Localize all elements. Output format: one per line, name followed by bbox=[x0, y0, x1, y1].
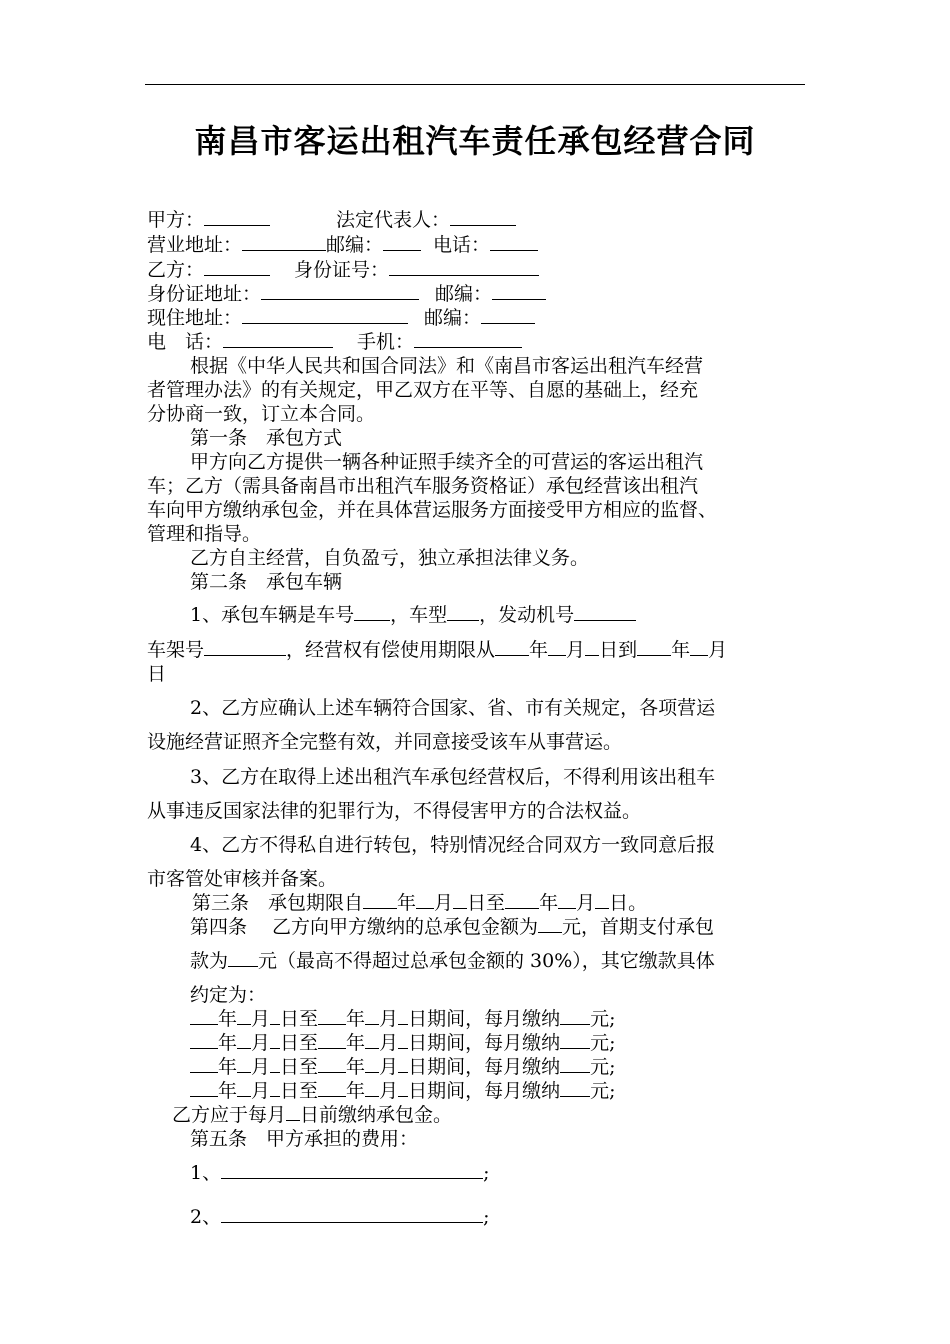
article5-item1: 1、 ; bbox=[190, 1162, 490, 1184]
postcode-blank bbox=[383, 233, 421, 251]
article2-item2: 2、乙方应确认上述车辆符合国家、省、市有关规定，各项营运 bbox=[190, 697, 716, 719]
preamble-line: 根据《中华人民共和国合同法》和《南昌市客运出租汽车经营 bbox=[190, 355, 704, 377]
article4-line1: 第四条 乙方向甲方缴纳的总承包金额为 元，首期支付承包 bbox=[190, 916, 715, 938]
article2-item1: 1、承包车辆是车号 ，车型 ，发动机号 bbox=[190, 603, 636, 627]
preamble-line: 者管理办法》的有关规定，甲乙双方在平等、自愿的基础上，经充 bbox=[147, 379, 699, 401]
article1-line: 管理和指导。 bbox=[147, 523, 262, 545]
payment-period-row: 年 月 日至 年 月 日期间，每月缴纳 元; bbox=[190, 1031, 616, 1055]
legal-rep-blank bbox=[450, 208, 516, 226]
article2-item4: 4、乙方不得私自进行转包，特别情况经合同双方一致同意后报 bbox=[190, 834, 716, 856]
header-party-a: 甲方： 法定代表人： bbox=[147, 208, 516, 232]
article5-heading: 第五条 甲方承担的费用： bbox=[190, 1128, 419, 1150]
preamble-line: 分协商一致，订立本合同。 bbox=[147, 403, 376, 425]
header-party-b: 乙方： 身份证号： bbox=[147, 258, 539, 282]
article2-item2: 设施经营证照齐全完整有效，并同意接受该车从事营运。 bbox=[147, 731, 623, 753]
business-address-blank bbox=[242, 233, 326, 251]
tel-blank bbox=[223, 330, 333, 348]
top-rule bbox=[145, 84, 805, 85]
party-b-blank bbox=[204, 258, 270, 276]
article1-line: 乙方自主经营，自负盈亏，独立承担法律义务。 bbox=[190, 547, 590, 569]
article5-item2: 2、 ; bbox=[190, 1206, 490, 1228]
article2-item4: 市客管处审核并备案。 bbox=[147, 868, 338, 890]
current-address-blank bbox=[242, 306, 408, 324]
article2-heading: 第二条 承包车辆 bbox=[190, 571, 343, 593]
payment-period-row: 年 月 日至 年 月 日期间，每月缴纳 元; bbox=[190, 1055, 616, 1079]
header-business-address: 营业地址： 邮编： 电话： bbox=[147, 233, 538, 257]
payment-due: 乙方应于每月 日前缴纳承包金。 bbox=[172, 1104, 453, 1126]
header-current-address: 现住地址： 邮编： bbox=[147, 306, 535, 330]
mobile-blank bbox=[414, 330, 522, 348]
article4-line2: 款为 元（最高不得超过总承包金额的 30%），其它缴款具体 bbox=[190, 950, 715, 972]
article1-line: 车；乙方（需具备南昌市出租汽车服务资格证）承包经营该出租汽 bbox=[147, 475, 699, 497]
payment-period-row: 年 月 日至 年 月 日期间，每月缴纳 元; bbox=[190, 1079, 616, 1103]
article4-line3: 约定为： bbox=[190, 984, 267, 1006]
party-a-blank bbox=[204, 208, 270, 226]
current-postcode-blank bbox=[481, 306, 535, 324]
payment-period-row: 年 月 日至 年 月 日期间，每月缴纳 元; bbox=[190, 1007, 616, 1031]
article1-heading: 第一条 承包方式 bbox=[190, 427, 343, 449]
article1-line: 车向甲方缴纳承包金，并在具体营运服务方面接受甲方相应的监督、 bbox=[147, 499, 718, 521]
article2-item3: 从事违反国家法律的犯罪行为，不得侵害甲方的合法权益。 bbox=[147, 800, 642, 822]
phone-blank bbox=[490, 233, 538, 251]
article3: 第三条 承包期限自 年 月 日至 年 月 日。 bbox=[192, 892, 648, 914]
article2-item1-cont: 车架号 ，经营权有偿使用期限从 年 月 日到 年 月 bbox=[147, 639, 728, 661]
id-address-blank bbox=[261, 282, 419, 300]
id-number-blank bbox=[389, 258, 539, 276]
id-postcode-blank bbox=[492, 282, 546, 300]
header-id-address: 身份证地址： 邮编： bbox=[147, 282, 546, 306]
article1-line: 甲方向乙方提供一辆各种证照手续齐全的可营运的客运出租汽 bbox=[190, 451, 704, 473]
article2-item1-day: 日 bbox=[147, 663, 167, 685]
article2-item3: 3、乙方在取得上述出租汽车承包经营权后，不得利用该出租车 bbox=[190, 766, 716, 788]
page-title: 南昌市客运出租汽车责任承包经营合同 bbox=[194, 122, 756, 160]
header-tel: 电 话： 手机： bbox=[147, 330, 522, 354]
